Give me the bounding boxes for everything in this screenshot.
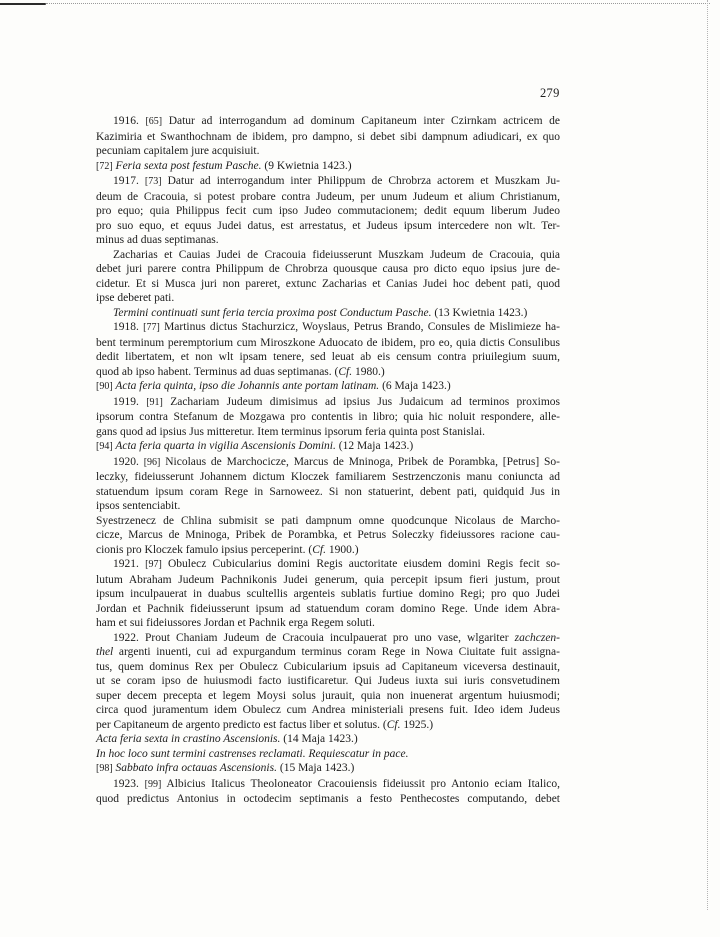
text-line bbox=[96, 587, 560, 602]
text-line bbox=[96, 792, 560, 807]
text-run: per Capitaneum de argento predicto est factus liber et solutus. ( bbox=[96, 718, 387, 731]
text-run: cidetur. Et si Musca juri non pareret, extunc Zacharias et Canias Judei hoc debent pati, quod bbox=[96, 277, 560, 290]
text-line bbox=[96, 660, 560, 675]
text-line bbox=[96, 219, 560, 234]
line-text bbox=[113, 249, 560, 261]
text-line bbox=[96, 616, 560, 631]
text-line bbox=[96, 262, 560, 277]
text-line bbox=[96, 395, 560, 411]
line-text bbox=[96, 471, 560, 483]
line-text bbox=[96, 234, 219, 246]
text-run: quod ab ipso habent. Terminus ad duas septimanas. ( bbox=[96, 365, 339, 378]
text-run: ham et sui fideiussores Jordan et Pachnik erga Regem soluti. bbox=[96, 617, 375, 629]
text-run: ipsum inculpauerat in duabus scultellis argenteis sublatis furtiue domino Regi; pro quo Judei bbox=[96, 588, 560, 600]
text-line bbox=[96, 761, 560, 777]
page-reference-marker: [96] bbox=[143, 456, 161, 468]
entry-paragraph bbox=[96, 777, 560, 807]
text-run: Zachariam Judeum dimisimus ad ipsius Jus Judaicum ad terminos proximos bbox=[162, 395, 560, 408]
entry-paragraph bbox=[96, 631, 560, 733]
text-run: minus ad duas septimanas. bbox=[96, 234, 219, 246]
text-line bbox=[96, 425, 560, 440]
line-text bbox=[96, 544, 359, 556]
line-text bbox=[96, 704, 560, 716]
line-text bbox=[96, 263, 560, 275]
text-run: 1925.) bbox=[400, 718, 434, 731]
line-text bbox=[96, 145, 260, 157]
line-text bbox=[96, 748, 408, 760]
text-run: 1921. bbox=[113, 558, 146, 570]
entry-paragraph bbox=[96, 455, 560, 514]
text-run: (9 Kwietnia 1423.) bbox=[261, 159, 352, 172]
text-run: ipsorum contra Stefanum de Mozgawa pro contentis in libro; quia hic noluit respondere, alle- bbox=[96, 411, 560, 423]
line-text bbox=[96, 733, 358, 745]
line-text bbox=[96, 588, 560, 600]
entry-paragraph bbox=[96, 320, 560, 379]
text-line bbox=[96, 470, 560, 485]
italic-text: Cf. bbox=[338, 365, 353, 378]
entry-paragraph bbox=[96, 174, 560, 248]
page-reference-marker: [94] bbox=[96, 441, 113, 452]
line-text bbox=[96, 191, 560, 203]
line-text bbox=[96, 675, 560, 687]
text-line bbox=[96, 674, 560, 689]
text-line bbox=[96, 543, 560, 558]
line-text bbox=[96, 500, 180, 512]
line-text bbox=[96, 366, 385, 378]
page-reference-marker: [97] bbox=[145, 559, 162, 570]
text-run: Datur ad interrogandum ad dominum Capitaneum inter Czirnkam actricem de bbox=[162, 115, 560, 127]
text-run: pro suo equo, et equus Judei datus, est arrestatus, et Judeus ipsum intercedere non wlt. Ter- bbox=[96, 219, 560, 232]
date-heading bbox=[96, 761, 560, 777]
text-line bbox=[96, 291, 560, 306]
page-reference-marker: [65] bbox=[145, 116, 163, 127]
page-reference-marker: [73] bbox=[144, 176, 162, 187]
text-line bbox=[96, 410, 560, 425]
text-run: 1922. Prout Chaniam Judeum de Cracouia inculpauerat pro uno vase, wlgariter bbox=[113, 631, 515, 644]
text-line bbox=[96, 573, 560, 588]
date-heading bbox=[96, 747, 560, 762]
italic-text: Acta feria quinta, ipso die Johannis ante portam latinam. bbox=[112, 380, 380, 392]
text-run: 1917. bbox=[113, 175, 145, 187]
line-text bbox=[96, 719, 433, 731]
text-run: 1919. bbox=[113, 395, 147, 408]
text-line bbox=[96, 306, 560, 321]
text-line bbox=[96, 144, 560, 159]
text-run: 1918. bbox=[113, 321, 144, 333]
text-run: Datur ad interrogandum inter Philippum de Chrobrza actorem et Muszkam Ju- bbox=[161, 175, 561, 187]
text-run: pro equo; quia Philippus fecit cum ipso Judeo commutacionem; dedit equum liberum Judeo bbox=[96, 205, 560, 217]
text-run: (15 Maja 1423.) bbox=[276, 762, 355, 774]
text-line bbox=[96, 190, 560, 205]
line-text bbox=[113, 456, 560, 468]
text-run: ipsos sentenciabit. bbox=[96, 500, 181, 512]
text-run: deum de Cracouia, si potest probare contra Judeum, per unum Judeum et alium Christianum, bbox=[96, 190, 560, 203]
text-line bbox=[96, 204, 560, 219]
text-run: (14 Maja 1423.) bbox=[280, 733, 358, 745]
line-text bbox=[96, 574, 560, 586]
text-run: cicze, Marcus de Mninoga, Pribek de Porambka, et Petrus Soleczky fideiussores racione cau- bbox=[96, 529, 560, 541]
line-text bbox=[96, 131, 560, 143]
text-line bbox=[96, 499, 560, 514]
text-run: 1900.) bbox=[325, 543, 359, 556]
text-line bbox=[96, 174, 560, 190]
text-run: Syestrzenecz de Chlina submisit se pati dampnum omne quodcunque Nicolaus de Marcho- bbox=[96, 514, 560, 527]
date-heading bbox=[96, 439, 560, 455]
text-line bbox=[96, 777, 560, 793]
italic-text: zachczen- bbox=[514, 631, 560, 644]
text-run: statuendum ipsum coram Rege in Sarnoweez. Si non statuerint, debent pati, quidquid Jus in bbox=[96, 485, 560, 498]
text-run: Zacharias et Cauias Judei de Cracouia fideiusserunt Muszkam Judeum de Cracouia, quia bbox=[113, 248, 560, 261]
text-run: Martinus dictus Stachurzicz, Woyslaus, Petrus Brando, Consules de Mislimieze ha- bbox=[159, 321, 560, 333]
text-run: dedit libertatem, et non wlt ipsam tenere, sed leuat ab eis censum contra priuilegium suum, bbox=[96, 351, 560, 363]
text-run: 1920. bbox=[113, 455, 144, 468]
text-line bbox=[96, 320, 560, 336]
italic-text: Feria sexta post festum Pasche. bbox=[112, 159, 262, 172]
text-run: Jordan et Pachnik fideiusserunt ipsum ad statuendum coram domino Rege. Unde idem Abra- bbox=[96, 602, 560, 615]
text-run: bent terminum peremptorium cum Miroszkone Aduocato de ibidem, pro eo, quia dictis Consulibus bbox=[96, 336, 560, 349]
text-line bbox=[96, 602, 560, 617]
line-text bbox=[113, 175, 560, 187]
line-text bbox=[113, 115, 560, 127]
text-line bbox=[96, 365, 560, 380]
text-line bbox=[96, 631, 560, 646]
line-text bbox=[96, 411, 560, 423]
line-text bbox=[96, 220, 560, 232]
text-line bbox=[96, 528, 560, 543]
document-body bbox=[96, 114, 560, 807]
text-line bbox=[96, 645, 560, 660]
paragraph bbox=[96, 514, 560, 558]
text-run: super decem precepta et legem Moysi solus jurauit, quia non inuenerat argentum huiusmodi; bbox=[96, 689, 560, 702]
entry-paragraph bbox=[96, 306, 560, 321]
line-text bbox=[96, 793, 560, 805]
line-text bbox=[96, 690, 560, 702]
text-line bbox=[96, 703, 560, 718]
scan-edge-mark bbox=[0, 3, 46, 5]
line-text bbox=[96, 426, 485, 438]
text-line bbox=[96, 379, 560, 395]
text-line bbox=[96, 350, 560, 365]
entry-paragraph bbox=[96, 114, 560, 159]
text-line bbox=[96, 747, 560, 762]
text-line bbox=[96, 485, 560, 500]
text-run: pecuniam capitalem jure acquisiuit. bbox=[96, 145, 260, 157]
line-text bbox=[113, 778, 560, 790]
line-text bbox=[113, 307, 527, 319]
page-reference-marker: [77] bbox=[143, 322, 160, 333]
text-line bbox=[96, 439, 560, 455]
text-run: cionis pro Kloczek famulo ipsius perceperint. ( bbox=[96, 543, 313, 556]
text-run: argenti inuenti, cui ad expurgandum terminus coram Rege in Nowa Ciuitate fuit assigna- bbox=[113, 646, 560, 658]
line-text bbox=[96, 661, 560, 673]
page-number: 279 bbox=[540, 86, 560, 100]
entry-paragraph bbox=[96, 395, 560, 440]
text-line bbox=[96, 514, 560, 529]
text-run: 1923. bbox=[113, 777, 145, 790]
line-text bbox=[96, 337, 560, 349]
italic-text: Cf. bbox=[386, 718, 401, 731]
text-run: Albicius Italicus Theoloneator Cracouiensis fideiussit pro Antonio eciam Italico, bbox=[161, 777, 560, 790]
italic-text: Sabbato infra octauas Ascensionis. bbox=[112, 762, 277, 774]
line-text bbox=[113, 558, 560, 570]
text-line bbox=[96, 718, 560, 733]
page-reference-marker: [90] bbox=[96, 381, 113, 392]
text-line bbox=[96, 130, 560, 145]
text-line bbox=[96, 159, 560, 175]
line-text bbox=[96, 292, 174, 304]
italic-text: Acta feria sexta in crastino Ascensionis. bbox=[96, 733, 281, 745]
text-line bbox=[96, 248, 560, 263]
text-run: leczky, fideiusserunt Johannem dictum Kloczek familiarem Sestrzenczonis manu coniuncta ad bbox=[96, 471, 560, 483]
text-run: debet juri parere contra Philippum de Chrobrza quousque causa pro dicto equo ipsius jure de- bbox=[96, 263, 560, 275]
date-heading bbox=[96, 732, 560, 747]
text-line bbox=[96, 114, 560, 130]
text-line bbox=[96, 732, 560, 747]
page-reference-marker: [99] bbox=[144, 778, 162, 790]
date-heading bbox=[96, 159, 560, 175]
text-run: ipse deberet pati. bbox=[96, 292, 175, 304]
line-text bbox=[96, 380, 451, 392]
text-run: (12 Maja 1423.) bbox=[335, 440, 414, 452]
text-line bbox=[96, 455, 560, 471]
line-text bbox=[96, 486, 560, 498]
italic-text: Acta feria quarta in vigilia Ascensionis Domini. bbox=[112, 440, 336, 452]
line-text bbox=[96, 515, 560, 527]
text-line bbox=[96, 689, 560, 704]
page-reference-marker: [98] bbox=[96, 763, 113, 774]
italic-text: Termini continuati sunt feria tercia proxima post Conductum Pasche. bbox=[113, 306, 432, 319]
text-run: Kazimiria et Swanthochnam de ibidem, pro dampno, si debet sibi dampnum adiudicari, ex quo bbox=[96, 130, 560, 143]
text-line bbox=[96, 557, 560, 573]
line-text bbox=[96, 646, 560, 658]
text-run: Obulecz Cubicularius domini Regis auctoritate eiusdem domini Regis fecit so- bbox=[161, 558, 561, 570]
text-run: Nicolaus de Marchocicze, Marcus de Mninoga, Pribek de Porambka, [Petrus] So- bbox=[160, 455, 561, 468]
text-run: tus, quem dominus Rex per Obulecz Cubicularium ipsuis ad Capitaneum viceversa destinauit, bbox=[96, 660, 560, 673]
entry-paragraph bbox=[96, 557, 560, 631]
text-run: 1980.) bbox=[352, 365, 385, 378]
line-text bbox=[113, 396, 560, 408]
date-heading bbox=[96, 379, 560, 395]
text-run: ut se coram ipso de huiusmodi facto iustificaretur. Qui Judeus iuxta sui iuris consvetudinem bbox=[96, 675, 560, 687]
text-run: lutum Abraham Judeum Pachnikonis Judei generum, quia percepit ipsum fieri justum, prout bbox=[96, 573, 560, 586]
text-run: gans quod ad ipsius Jus mitteretur. Item terminus ipsorum feria quinta post Stanislai. bbox=[96, 425, 486, 438]
italic-text: In hoc loco sunt termini castrenses reclamati. Requiescatur in pace. bbox=[96, 747, 409, 760]
line-text bbox=[96, 762, 354, 774]
text-run: 1916. bbox=[113, 115, 146, 127]
line-text bbox=[96, 351, 560, 363]
line-text bbox=[96, 617, 375, 629]
line-text bbox=[96, 529, 560, 541]
scan-edge-right bbox=[707, 0, 708, 910]
page-reference-marker: [91] bbox=[146, 396, 163, 408]
line-text bbox=[96, 278, 560, 290]
italic-text: thel bbox=[96, 646, 114, 658]
line-text bbox=[96, 160, 352, 172]
scan-edge-top bbox=[46, 3, 710, 4]
text-line bbox=[96, 233, 560, 248]
text-run: (13 Kwietnia 1423.) bbox=[431, 306, 528, 319]
line-text bbox=[96, 603, 560, 615]
entry-paragraph bbox=[96, 248, 560, 306]
line-text bbox=[96, 205, 560, 217]
text-run: circa quod juramentum idem Obulecz cum Andrea ministeriali presens fuit. Ideo idem Judeus bbox=[96, 704, 560, 716]
line-text bbox=[113, 321, 560, 333]
line-text bbox=[96, 440, 413, 452]
page-reference-marker: [72] bbox=[96, 160, 113, 172]
text-line bbox=[96, 277, 560, 292]
text-run: (6 Maja 1423.) bbox=[379, 380, 451, 392]
text-run: quod predictus Antonius in octodecim septimanis a festo Penthecostes computando, debet bbox=[96, 793, 560, 805]
italic-text: Cf. bbox=[312, 543, 326, 556]
text-line bbox=[96, 336, 560, 351]
line-text bbox=[113, 632, 560, 644]
